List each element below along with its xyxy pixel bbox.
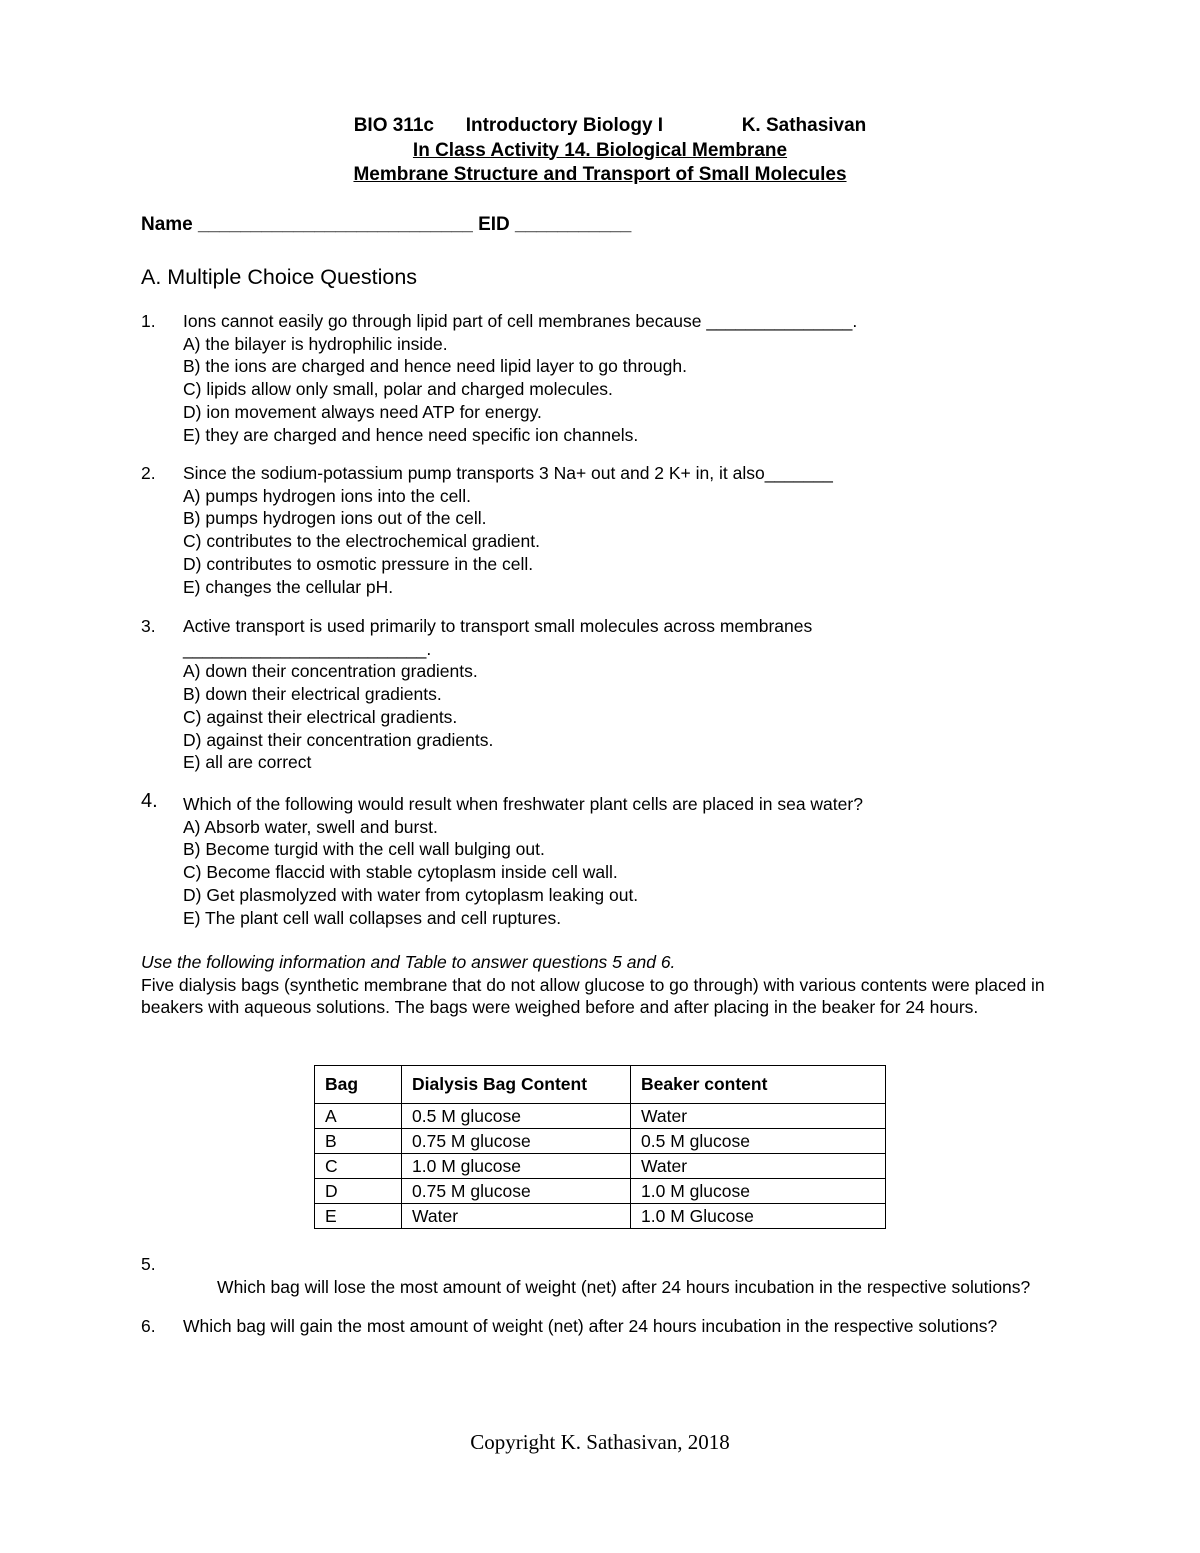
answer-option: D) contributes to osmotic pressure in the cell. [183, 553, 534, 574]
eid-blank: ___________ [515, 214, 632, 235]
answer-option: D) ion movement always need ATP for energy. [183, 401, 542, 422]
answer-option: E) The plant cell wall collapses and cell ruptures. [183, 907, 562, 928]
name-blank: __________________________ [198, 214, 473, 235]
question-number: 4. [141, 790, 158, 812]
question-5 [141, 1253, 1043, 1321]
course-line [0, 114, 1200, 139]
table-cell: C [315, 1154, 402, 1179]
eid-label: EID [478, 214, 510, 235]
table-cell: 0.5 M glucose [631, 1129, 886, 1154]
table-cell: E [315, 1204, 402, 1229]
table-cell: 0.75 M glucose [402, 1179, 631, 1204]
table-cell: Water [631, 1154, 886, 1179]
table-row [315, 1154, 886, 1179]
table-cell: A [315, 1104, 402, 1129]
table-cell: 1.0 M Glucose [631, 1204, 886, 1229]
table-row [315, 1129, 886, 1154]
answer-option: A) down their concentration gradients. [183, 661, 478, 682]
question-number: 1. [141, 311, 156, 331]
table-cell: 0.75 M glucose [402, 1129, 631, 1154]
question-text: Which bag will lose the most amount of weight (net) after 24 hours incubation in the respective solutions? [212, 1276, 1031, 1297]
information-block [141, 951, 1046, 1019]
answer-option: D) Get plasmolyzed with water from cytoplasm leaking out. [183, 884, 639, 905]
question-number: 6. [141, 1316, 156, 1336]
name-eid-line [141, 214, 631, 236]
table-cell: 0.5 M glucose [402, 1104, 631, 1129]
answer-option: C) Become flaccid with stable cytoplasm inside cell wall. [183, 862, 618, 883]
answer-option: B) Become turgid with the cell wall bulging out. [183, 839, 545, 860]
instructor-name: K. Sathasivan [741, 115, 867, 136]
question-text: Since the sodium-potassium pump transports 3 Na+ out and 2 K+ in, it also_______ [183, 463, 833, 483]
question-2 [141, 462, 1043, 598]
question-text: Which bag will gain the most amount of weight (net) after 24 hours incubation in the respective solutions? [183, 1316, 998, 1336]
answer-option: E) changes the cellular pH. [183, 576, 394, 597]
table-row [315, 1104, 886, 1129]
table-cell: 1.0 M glucose [402, 1154, 631, 1179]
answer-option: C) against their electrical gradients. [183, 706, 458, 727]
question-text: Ions cannot easily go through lipid part of cell membranes because _______________. [183, 311, 858, 331]
column-header: Dialysis Bag Content [402, 1066, 631, 1104]
column-header: Beaker content [631, 1066, 886, 1104]
section-title: A. Multiple Choice Questions [141, 265, 418, 289]
table-cell: Water [402, 1204, 631, 1229]
table-row [315, 1179, 886, 1204]
activity-subtitle: Membrane Structure and Transport of Small Molecules [353, 164, 847, 185]
table-cell: Water [631, 1104, 886, 1129]
information-paragraph: Five dialysis bags (synthetic membrane that do not allow glucose to go through) with various contents were placed in beakers with aqueous solutions. The bags were weighed before and after placing in the beaker for 24 hours. [141, 974, 1045, 1018]
document-header [0, 114, 1200, 188]
answer-option: B) down their electrical gradients. [183, 684, 442, 705]
answer-option: C) contributes to the electrochemical gradient. [183, 531, 540, 552]
question-3 [141, 615, 1043, 774]
table-cell: B [315, 1129, 402, 1154]
name-label: Name [141, 214, 193, 235]
answer-option: C) lipids allow only small, polar and charged molecules. [183, 379, 613, 400]
question-text: Active transport is used primarily to transport small molecules across membranes [183, 616, 813, 636]
answer-option: E) all are correct [183, 752, 312, 773]
answer-option: A) Absorb water, swell and burst. [183, 816, 438, 837]
table-header-row [315, 1066, 886, 1104]
activity-title: In Class Activity 14. Biological Membrane [412, 139, 788, 161]
answer-option: D) against their concentration gradients. [183, 729, 494, 750]
instruction-text: Use the following information and Table to answer questions 5 and 6. [141, 952, 676, 972]
answer-option: B) pumps hydrogen ions out of the cell. [183, 508, 487, 529]
course-code: BIO 311c [353, 115, 434, 136]
answer-option: B) the ions are charged and hence need lipid layer to go through. [183, 356, 687, 377]
question-text: Which of the following would result when freshwater plant cells are placed in sea water? [183, 794, 863, 814]
question-6 [141, 1315, 1043, 1338]
answer-blank: _________________________. [183, 638, 432, 659]
answer-option: A) the bilayer is hydrophilic inside. [183, 333, 448, 354]
dialysis-bag-table [314, 1065, 886, 1229]
table-row [315, 1204, 886, 1229]
copyright-footer: Copyright K. Sathasivan, 2018 [470, 1430, 730, 1454]
table-cell: 1.0 M glucose [631, 1179, 886, 1204]
question-number: 2. [141, 463, 156, 483]
course-title: Introductory Biology I [465, 115, 664, 136]
answer-option: A) pumps hydrogen ions into the cell. [183, 485, 471, 506]
table-cell: D [315, 1179, 402, 1204]
column-header: Bag [315, 1066, 402, 1104]
question-number: 3. [141, 616, 156, 636]
question-number: 5. [141, 1254, 156, 1274]
question-4 [141, 790, 1043, 929]
answer-option: E) they are charged and hence need specific ion channels. [183, 424, 639, 445]
question-1 [141, 310, 1043, 446]
